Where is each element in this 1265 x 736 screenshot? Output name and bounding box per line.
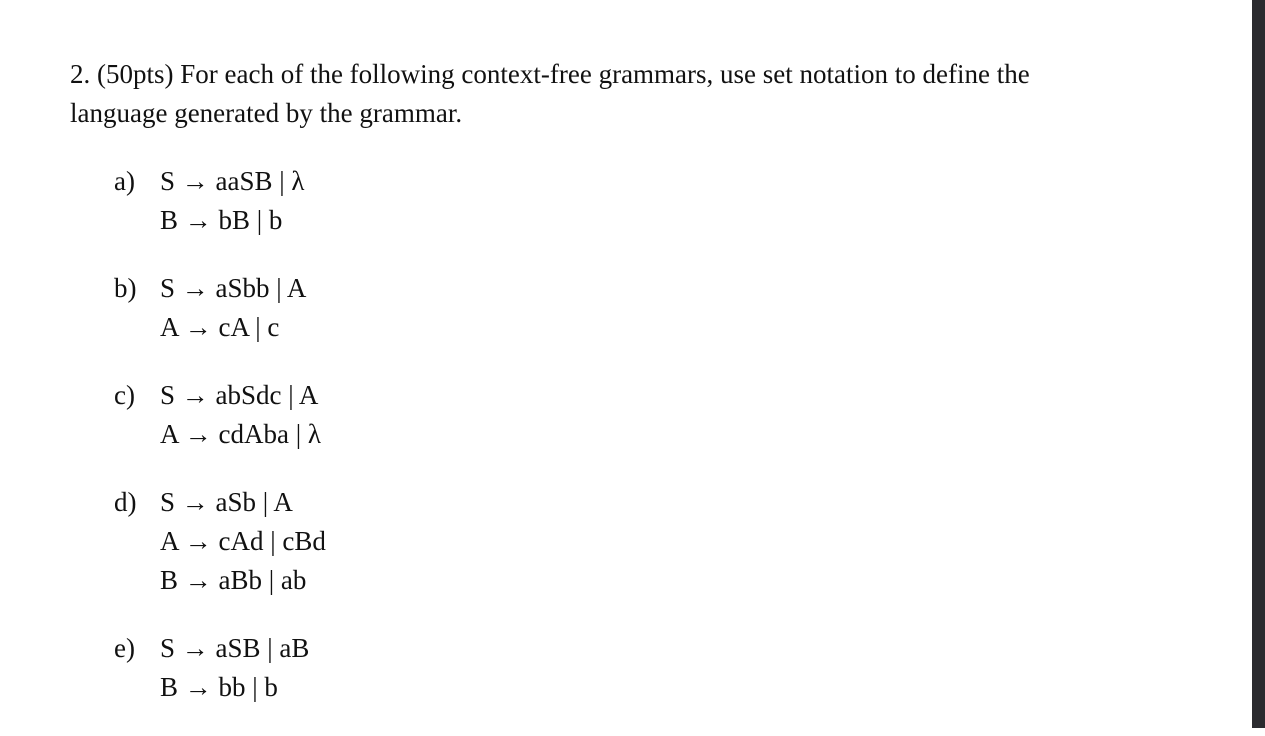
production-rule: B → bb | b [160, 672, 278, 702]
production-rule: S → aSB | aB [160, 633, 310, 663]
part-label: c) [114, 380, 135, 410]
production-rule: S → abSdc | A [160, 380, 319, 410]
production-rule: A → cAd | cBd [160, 526, 326, 556]
production-rule: A → cA | c [160, 312, 280, 342]
part-label: a) [114, 166, 135, 196]
production-rules [160, 376, 326, 454]
production-rule: S → aSbb | A [160, 273, 307, 303]
grammar-list [114, 162, 326, 736]
question-line-2: language generated by the grammar. [70, 98, 463, 128]
grammar-part-e [114, 629, 326, 707]
grammar-part-c [114, 376, 326, 454]
production-rule: B → aBb | ab [160, 565, 307, 595]
production-rule: B → bB | b [160, 205, 283, 235]
production-rules [160, 629, 326, 707]
grammar-part-d [114, 483, 326, 600]
grammar-part-b [114, 269, 326, 347]
grammar-part-a [114, 162, 326, 240]
production-rules [160, 269, 326, 347]
part-label: b) [114, 273, 137, 303]
question-text [70, 55, 1190, 133]
production-rules [160, 483, 326, 600]
part-label: e) [114, 633, 135, 663]
part-label: d) [114, 487, 137, 517]
production-rules [160, 162, 326, 240]
window-edge-bar [1252, 0, 1265, 728]
production-rule: S → aaSB | λ [160, 166, 305, 196]
production-rule: A → cdAba | λ [160, 419, 321, 449]
question-line-1: 2. (50pts) For each of the following context-free grammars, use set notation to define the [70, 59, 1030, 89]
production-rule: S → aSb | A [160, 487, 293, 517]
